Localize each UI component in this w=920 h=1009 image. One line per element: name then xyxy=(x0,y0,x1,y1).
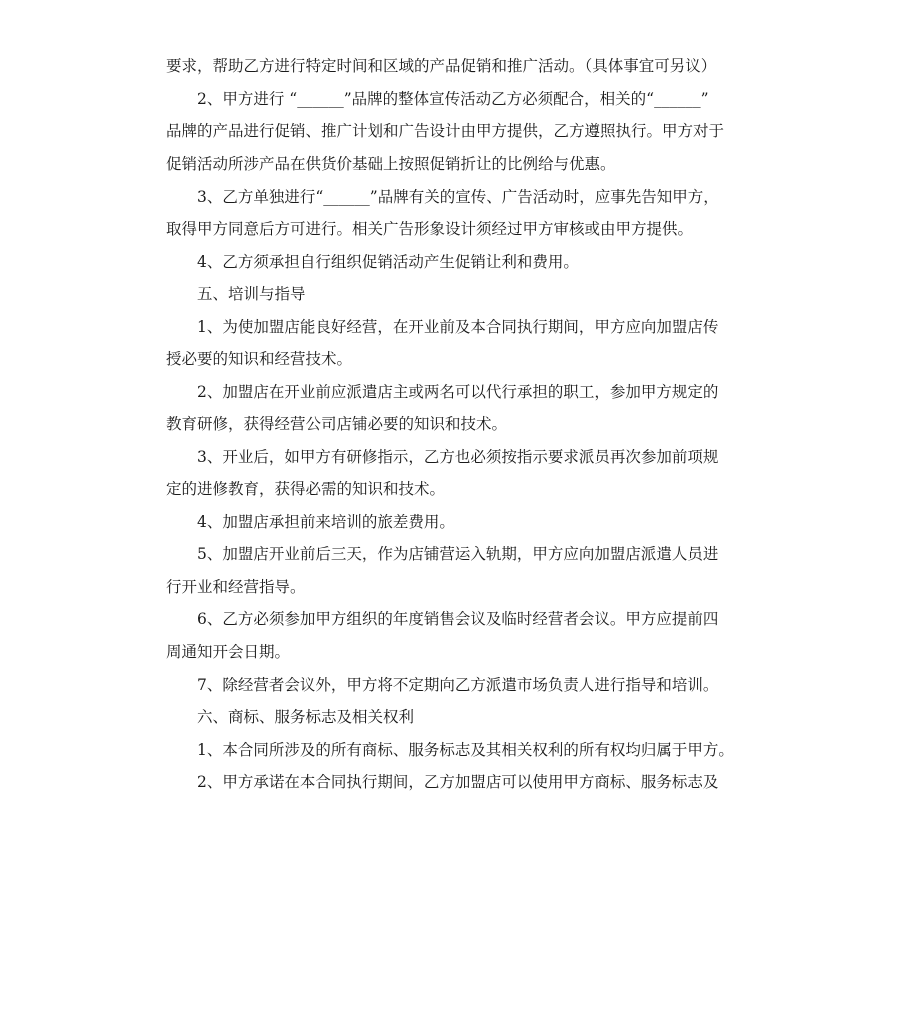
text-line: 品牌的产品进行促销、推广计划和广告设计由甲方提供，乙方遵照执行。甲方对于 xyxy=(166,122,725,140)
section-heading: 六、商标、服务标志及相关权利 xyxy=(197,708,415,726)
text-line: 促销活动所涉产品在供货价基础上按照促销折让的比例给与优惠。 xyxy=(166,155,616,173)
text-line: 1、本合同所涉及的所有商标、服务标志及其相关权利的所有权均归属于甲方。 xyxy=(197,741,734,759)
text-line: 3、开业后，如甲方有研修指示，乙方也必须按指示要求派员再次参加前项规 xyxy=(197,448,719,466)
text-line: 6、乙方必须参加甲方组织的年度销售会议及临时经营者会议。甲方应提前四 xyxy=(197,610,719,628)
text-line: 取得甲方同意后方可进行。相关广告形象设计须经过甲方审核或由甲方提供。 xyxy=(166,220,694,238)
text-line: 行开业和经营指导。 xyxy=(166,578,306,596)
text-line: 4、乙方须承担自行组织促销活动产生促销让利和费用。 xyxy=(197,253,579,271)
text-line: 4、加盟店承担前来培训的旅差费用。 xyxy=(197,513,455,531)
section-heading: 五、培训与指导 xyxy=(197,285,306,303)
text-line: 授必要的知识和经营技术。 xyxy=(166,350,353,368)
text-line: 2、甲方承诺在本合同执行期间，乙方加盟店可以使用甲方商标、服务标志及 xyxy=(197,773,719,791)
text-line: 2、加盟店在开业前应派遣店主或两名可以代行承担的职工，参加甲方规定的 xyxy=(197,383,719,401)
text-line: 2、甲方进行 “______”品牌的整体宣传活动乙方必须配合，相关的“______” xyxy=(197,90,709,108)
text-line: 要求，帮助乙方进行特定时间和区域的产品促销和推广活动。（具体事宜可另议） xyxy=(166,57,717,75)
text-line: 周通知开会日期。 xyxy=(166,643,291,661)
text-line: 7、除经营者会议外，甲方将不定期向乙方派遣市场负责人进行指导和培训。 xyxy=(197,676,719,694)
text-line: 5、加盟店开业前后三天，作为店铺营运入轨期，甲方应向加盟店派遣人员进 xyxy=(197,545,719,563)
text-line: 定的进修教育，获得必需的知识和技术。 xyxy=(166,480,446,498)
text-line: 教育研修，获得经营公司店铺必要的知识和技术。 xyxy=(166,415,508,433)
text-line: 1、为使加盟店能良好经营，在开业前及本合同执行期间，甲方应向加盟店传 xyxy=(197,318,719,336)
text-line: 3、乙方单独进行“______”品牌有关的宣传、广告活动时，应事先告知甲方， xyxy=(197,188,719,206)
